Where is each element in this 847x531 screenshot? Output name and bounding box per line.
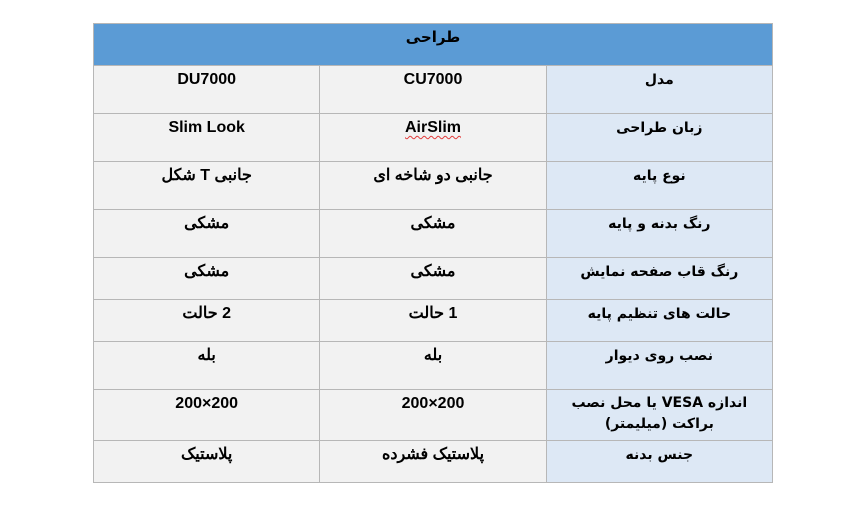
table-row [94, 258, 773, 300]
cu-cell [320, 441, 546, 483]
label-cell [546, 258, 772, 300]
du-value: پلاستیک [180, 446, 233, 463]
label-cell [546, 342, 772, 390]
cu-cell [320, 210, 546, 258]
table-row [94, 210, 773, 258]
row-label: نصب روی دیوار [605, 348, 713, 364]
du-cell [94, 342, 320, 390]
du-value: DU7000 [177, 71, 237, 88]
cu-value: جانبی دو شاخه ای [373, 167, 493, 184]
label-cell [546, 390, 772, 441]
cu-value: بله [423, 347, 443, 364]
du-value: 2 حالت [182, 305, 232, 322]
du-value: 200×200 [175, 395, 239, 412]
table-title: طراحی [94, 24, 773, 66]
du-cell [94, 66, 320, 114]
cu-cell [320, 66, 546, 114]
cu-value: مشکی [410, 215, 456, 232]
cu-cell [320, 390, 546, 441]
du-value: مشکی [184, 215, 230, 232]
row-label: حالت های تنظیم پایه [587, 306, 732, 322]
cu-cell [320, 162, 546, 210]
label-cell [546, 441, 772, 483]
cu-cell [320, 300, 546, 342]
label-cell [546, 162, 772, 210]
cu-cell [320, 342, 546, 390]
row-label: زبان طراحی [616, 120, 703, 136]
du-cell [94, 390, 320, 441]
table-row [94, 162, 773, 210]
row-label: نوع پایه [632, 168, 686, 184]
du-cell [94, 300, 320, 342]
row-label: مدل [644, 72, 674, 88]
table-row [94, 66, 773, 114]
row-label: جنس بدنه [625, 447, 694, 463]
cu-value: پلاستیک فشرده [381, 446, 485, 463]
row-label: اندازه VESA یا محل نصب براکت (میلیمتر) [571, 395, 748, 432]
table-row [94, 300, 773, 342]
row-label: رنگ بدنه و پایه [608, 216, 711, 232]
spec-table [93, 23, 773, 483]
du-value: جانبی T شکل [161, 167, 252, 184]
du-value: Slim Look [168, 119, 245, 136]
cu-value: مشکی [410, 263, 456, 280]
du-value: مشکی [184, 263, 230, 280]
label-cell [546, 114, 772, 162]
du-cell [94, 114, 320, 162]
cu-value: 200×200 [401, 395, 465, 412]
du-cell [94, 441, 320, 483]
table-row [94, 114, 773, 162]
cu-cell [320, 258, 546, 300]
table-row [94, 441, 773, 483]
du-value: بله [197, 347, 216, 364]
du-cell [94, 162, 320, 210]
cu-cell [320, 114, 546, 162]
label-cell [546, 66, 772, 114]
cu-value: CU7000 [403, 71, 463, 88]
cu-value: AirSlim [404, 119, 461, 136]
table-row [94, 342, 773, 390]
table-title-row [94, 24, 773, 66]
table-row [94, 390, 773, 441]
label-cell [546, 300, 772, 342]
cu-value: 1 حالت [408, 305, 458, 322]
du-cell [94, 210, 320, 258]
row-label: رنگ قاب صفحه نمایش [580, 264, 739, 280]
du-cell [94, 258, 320, 300]
label-cell [546, 210, 772, 258]
